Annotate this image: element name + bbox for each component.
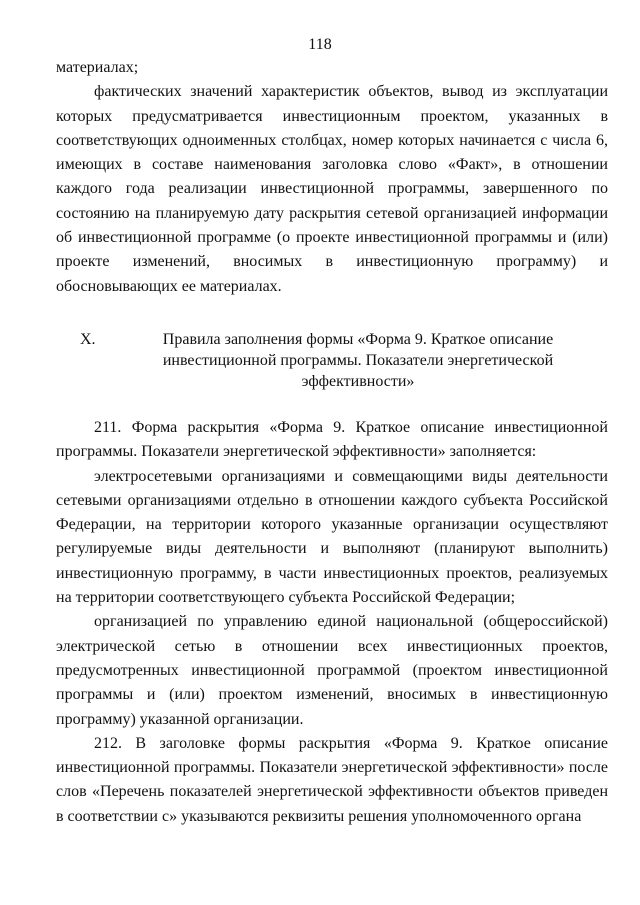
section-title: Правила заполнения формы «Форма 9. Краткое описание инвестиционной программы. Показатели энергетической эффективности» bbox=[162, 330, 554, 390]
paragraph-212: 212. В заголовке формы раскрытия «Форма 9. Краткое описание инвестиционной программы. Показатели энергетической эффективности» после слов «Перечень показателей энергетической эффективности объектов приведен в соответствии с» указываются реквизиты решения уполномоченного органа bbox=[56, 734, 608, 825]
paragraph-fact-values: фактических значений характеристик объектов, вывод из эксплуатации которых предусматривается инвестиционным проектом, указанных в соответствующих одноименных столбцах, номер которых начинается с числа 6, имеющих в составе наименования заголовка слово «Факт», в отношении каждого года реализации инвестиционной программы, завершенного по состоянию на планируемую дату раскрытия сетевой организацией информации об инвестиционной программе (о проекте инвестиционной программы и (или) проекте изменений, вносимых в инвестиционную программу) и обосновывающих ее материалах. bbox=[56, 83, 608, 295]
page-number: 118 bbox=[308, 36, 332, 53]
section-heading bbox=[56, 329, 608, 392]
section-number: X. bbox=[80, 330, 96, 348]
paragraph-grid-organizations: электросетевыми организациями и совмещающими виды деятельности сетевыми организациями отдельно в отношении каждого субъекта Российской Федерации, на территории которого указанные организации осуществляют регулируемые виды деятельности и выполняют (планируют выполнить) инвестиционную программу, в части инвестиционных проектов, реализуемых на территории соответствующего субъекта Российской Федерации; bbox=[56, 467, 608, 607]
document-body bbox=[56, 56, 608, 829]
paragraph-continuation: материалах; bbox=[56, 59, 139, 76]
paragraph-211: 211. Форма раскрытия «Форма 9. Краткое описание инвестиционной программы. Показатели энергетической эффективности» заполняется: bbox=[56, 418, 608, 461]
paragraph-national-grid-organization: организацией по управлению единой национальной (общероссийской) электрической сетью в отношении всех инвестиционных проектов, предусмотренных инвестиционной программой (проектом инвестиционной программы и (или) проектом изменений, вносимых в инвестиционную программу) указанной организации. bbox=[56, 613, 608, 728]
